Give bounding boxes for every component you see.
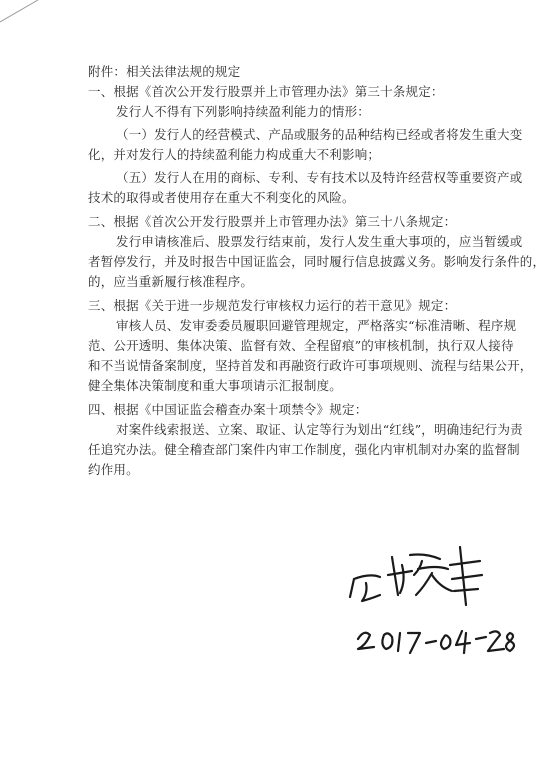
section-2-line: 发行申请核准后、股票发行结束前，发行人发生重大事项的，应当暂缓或	[116, 234, 523, 249]
section-3-line: 健全集体决策制度和重大事项请示汇报制度。	[88, 378, 343, 393]
section-1-line: （一）发行人的经营模式、产品或服务的品种结构已经或者将发生重大变	[116, 127, 523, 142]
document-body	[88, 62, 546, 480]
attachment-title: 附件：相关法律法规的规定	[88, 64, 241, 79]
section-1-line: 技术的取得或者使用存在重大不利变化的风险。	[88, 190, 355, 205]
section-1-line: （五）发行人在用的商标、专利、专有技术以及特许经营权等重要资产或	[116, 170, 523, 185]
section-1-line: 发行人不得有下列影响持续盈利能力的情形：	[116, 104, 371, 119]
section-4-line: 对案件线索报送、立案、取证、认定等行为划出“红线”，明确违纪行为责	[116, 422, 523, 437]
section-2-line: 者暂停发行，并及时报告中国证监会，同时履行信息披露义务。影响发行条件的，	[88, 254, 546, 269]
handwritten-signature	[340, 535, 520, 655]
section-4-heading: 四、根据《中国证监会稽查办案十项禁令》规定：	[88, 402, 368, 417]
section-4-line: 约作用。	[88, 462, 139, 477]
section-3-line: 审核人员、发审委委员履职回避管理规定，严格落实“标准清晰、程序规	[116, 318, 517, 333]
section-3-line: 范、公开透明、集体决策、监督有效、全程留痕”的审核机制，执行双人接待	[88, 338, 514, 353]
section-2-heading: 二、根据《首次公开发行股票并上市管理办法》第三十八条规定：	[88, 214, 457, 229]
section-1-line: 化，并对发行人的持续盈利能力构成重大不利影响；	[88, 147, 381, 162]
section-3-heading: 三、根据《关于进一步规范发行审核权力运行的若干意见》规定：	[88, 298, 457, 313]
section-1-heading: 一、根据《首次公开发行股票并上市管理办法》第三十条规定：	[88, 84, 444, 99]
section-2-line: 的，应当重新履行核准程序。	[88, 274, 254, 289]
section-4-line: 任追究办法。健全稽查部门案件内审工作制度，强化内审机制对办案的监督制	[88, 442, 520, 457]
section-3-line: 和不当说情备案制度，坚持首发和再融资行政许可事项规则、流程与结果公开，	[88, 358, 533, 373]
page-fold-mark	[0, 0, 70, 40]
